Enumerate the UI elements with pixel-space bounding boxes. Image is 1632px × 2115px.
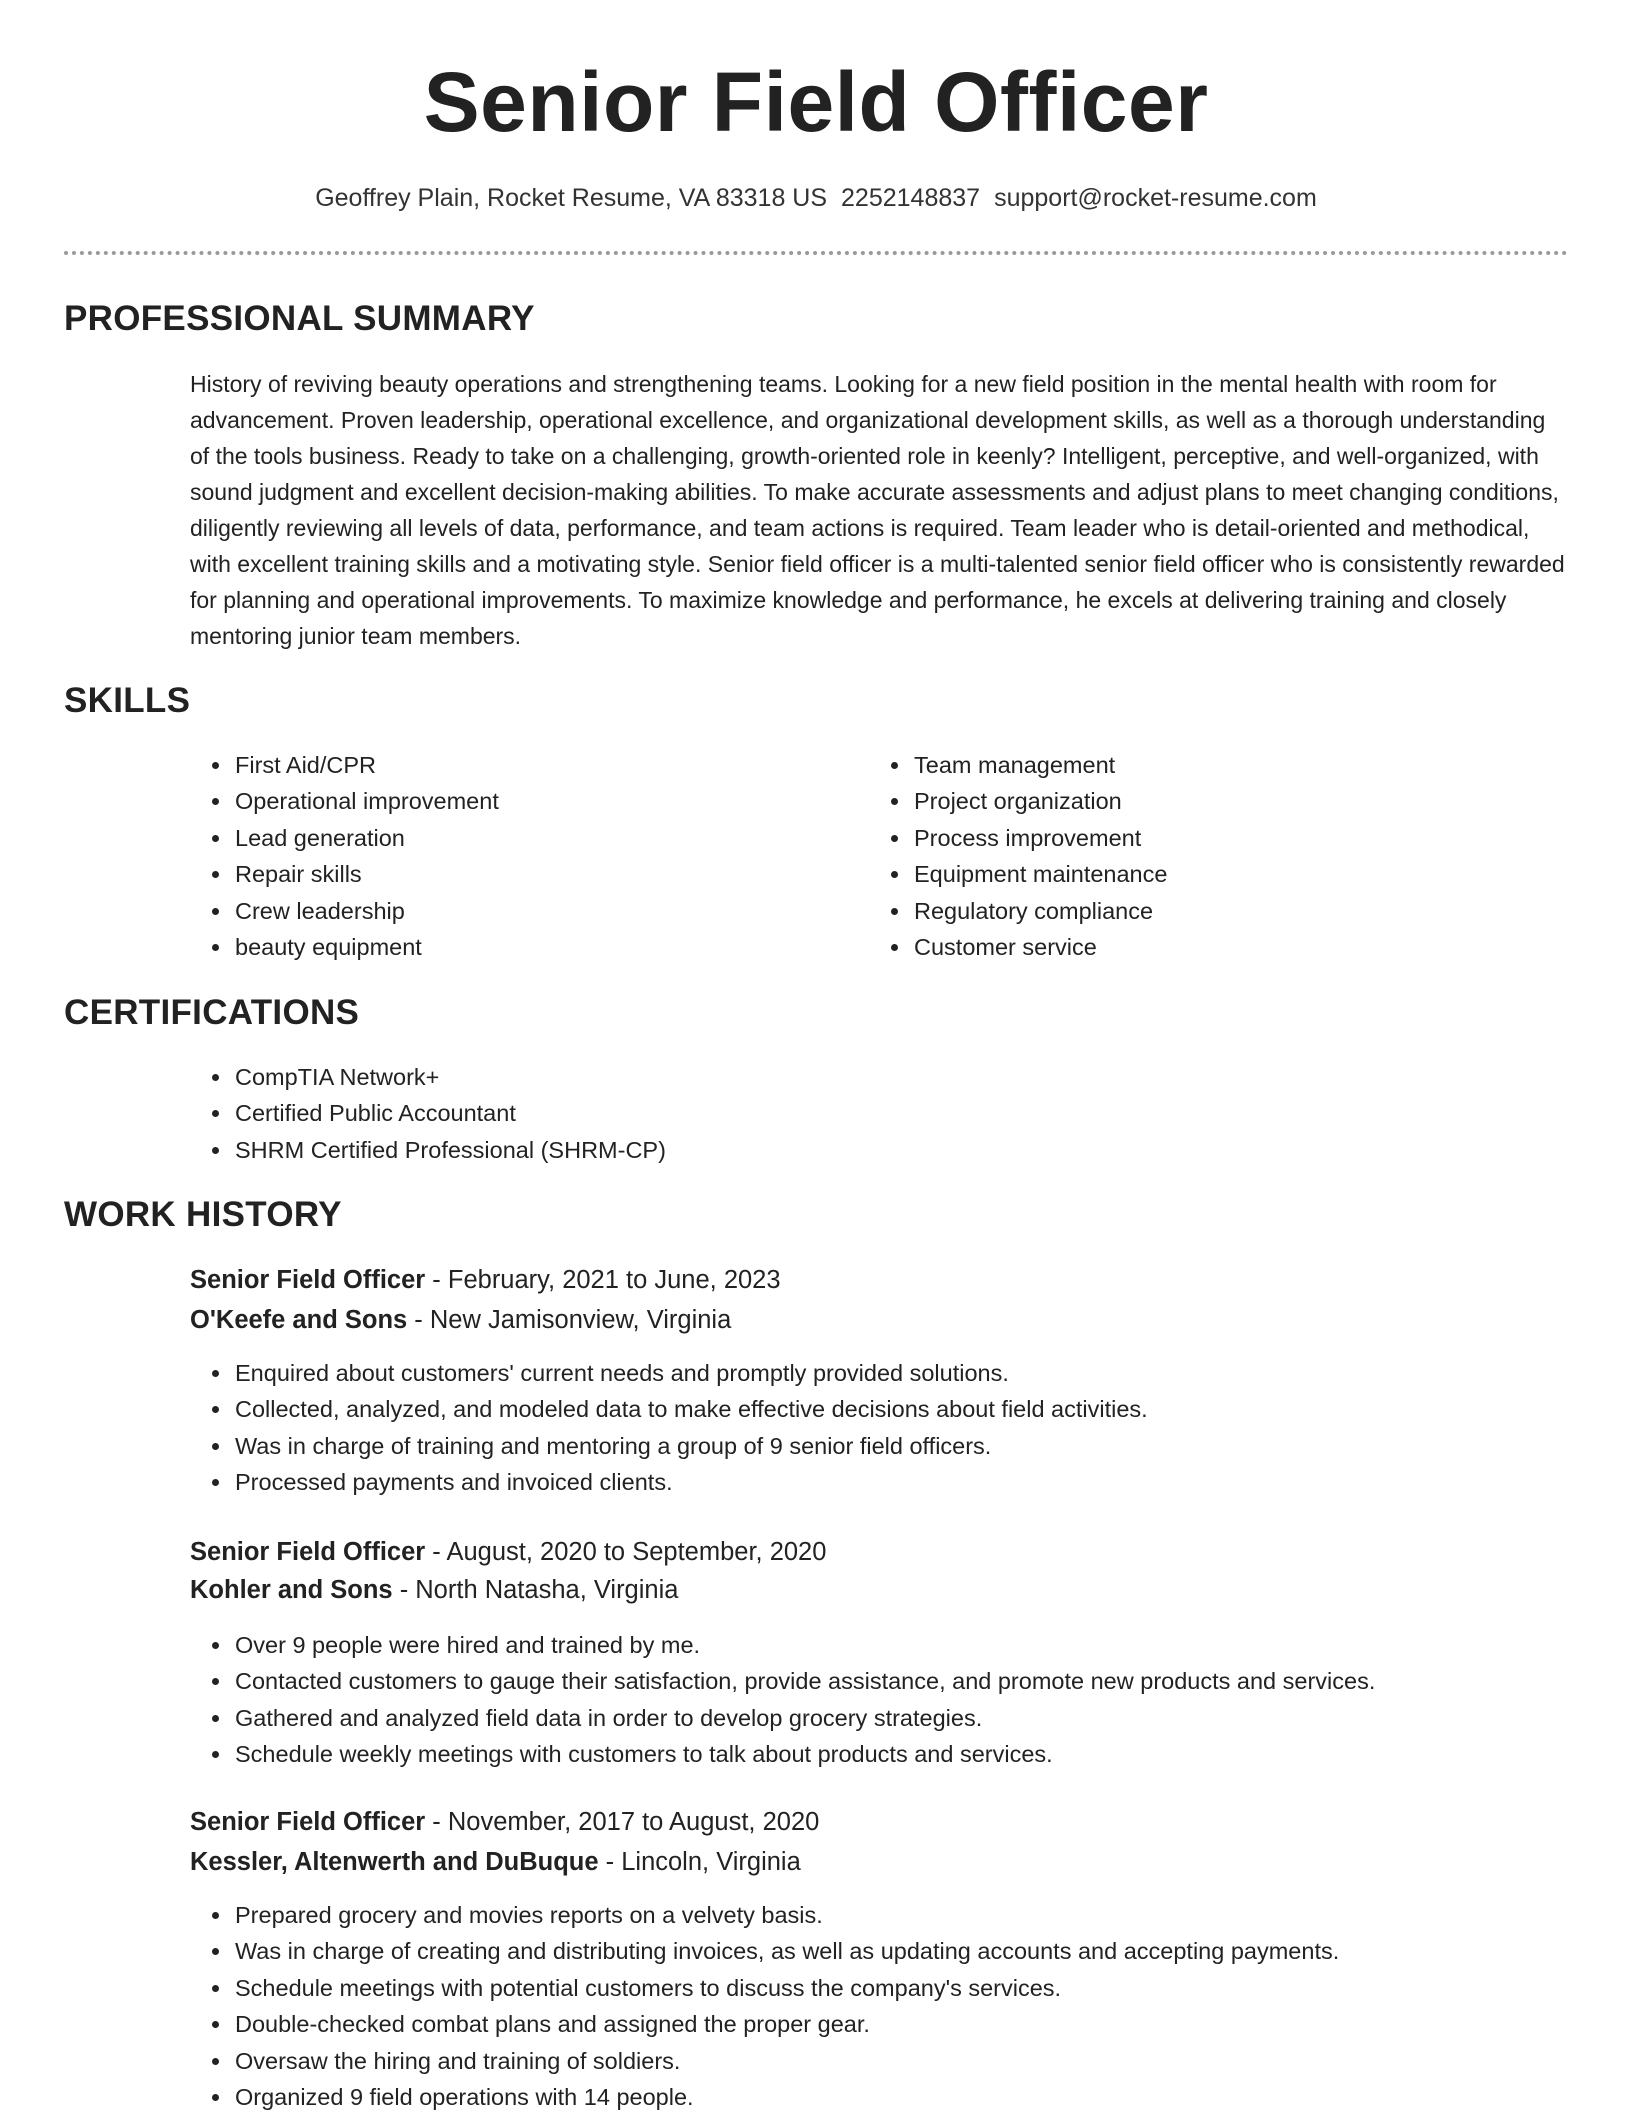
job-bullet: • Double-checked combat plans and assigned the proper gear. xyxy=(233,2006,1339,2042)
job-company-line xyxy=(190,1844,801,1880)
job-role: Senior Field Officer xyxy=(190,1538,426,1566)
skill-item: • Team management xyxy=(912,747,1167,783)
job-location: - Lincoln, Virginia xyxy=(598,1848,801,1876)
job-bullet: • Processed payments and invoiced clients. xyxy=(233,1464,1148,1500)
skills-list-right xyxy=(869,747,1167,965)
certification-item: • CompTIA Network+ xyxy=(233,1059,666,1095)
skills-heading: SKILLS xyxy=(64,681,191,720)
job-company: O'Keefe and Sons xyxy=(190,1306,408,1334)
job-bullets xyxy=(190,1355,1148,1501)
job-bullet: • Was in charge of training and mentoring a group of 9 senior field officers. xyxy=(233,1428,1148,1464)
job-bullet: • Oversaw the hiring and training of soldiers. xyxy=(233,2043,1339,2079)
job-location: - North Natasha, Virginia xyxy=(392,1576,679,1604)
job-bullet: • Organized 9 field operations with 14 people. xyxy=(233,2079,1339,2115)
job-title-line xyxy=(190,1534,826,1570)
skill-item: • Crew leadership xyxy=(233,893,499,929)
job-bullet: • Over 9 people were hired and trained by me. xyxy=(233,1627,1375,1663)
contact-phone: 2252148837 xyxy=(841,184,981,212)
job-company-line xyxy=(190,1302,731,1338)
work-history-heading: WORK HISTORY xyxy=(64,1195,342,1234)
job-company: Kohler and Sons xyxy=(190,1576,393,1604)
job-role: Senior Field Officer xyxy=(190,1266,426,1294)
job-dates: - November, 2017 to August, 2020 xyxy=(425,1808,820,1836)
job-bullet: • Contacted customers to gauge their satisfaction, provide assistance, and promote new products and services. xyxy=(233,1663,1375,1699)
certification-item: • Certified Public Accountant xyxy=(233,1095,666,1131)
job-dates: - August, 2020 to September, 2020 xyxy=(425,1538,827,1566)
skill-item: • Operational improvement xyxy=(233,783,499,819)
skill-item: • Lead generation xyxy=(233,820,499,856)
skill-item: • First Aid/CPR xyxy=(233,747,499,783)
resume-name: Senior Field Officer xyxy=(423,55,1209,149)
certification-item: • SHRM Certified Professional (SHRM-CP) xyxy=(233,1132,666,1168)
skill-item: • Process improvement xyxy=(912,820,1167,856)
job-title-line xyxy=(190,1262,781,1298)
job-bullet: • Enquired about customers' current needs and promptly provided solutions. xyxy=(233,1355,1148,1391)
skill-item: • beauty equipment xyxy=(233,929,499,965)
summary-heading: PROFESSIONAL SUMMARY xyxy=(64,299,535,338)
job-company: Kessler, Altenwerth and DuBuque xyxy=(190,1848,599,1876)
job-bullets xyxy=(190,1627,1375,1773)
job-dates: - February, 2021 to June, 2023 xyxy=(425,1266,781,1294)
job-location: - New Jamisonview, Virginia xyxy=(407,1306,732,1334)
job-bullet: • Was in charge of creating and distributing invoices, as well as updating accounts and accepting payments. xyxy=(233,1933,1339,1969)
job-bullet: • Collected, analyzed, and modeled data to make effective decisions about field activities. xyxy=(233,1391,1148,1427)
skill-item: • Project organization xyxy=(912,783,1167,819)
job-bullets xyxy=(190,1897,1339,2115)
job-bullet: • Prepared grocery and movies reports on a velvety basis. xyxy=(233,1897,1339,1933)
certifications-heading: CERTIFICATIONS xyxy=(64,993,360,1032)
job-bullet: • Schedule meetings with potential customers to discuss the company's services. xyxy=(233,1970,1339,2006)
contact-address: Geoffrey Plain, Rocket Resume, VA 83318 US xyxy=(315,184,828,212)
job-bullet: • Gathered and analyzed field data in order to develop grocery strategies. xyxy=(233,1700,1375,1736)
job-bullet: • Schedule weekly meetings with customers to talk about products and services. xyxy=(233,1736,1375,1772)
certifications-list xyxy=(190,1059,666,1168)
skill-item: • Customer service xyxy=(912,929,1167,965)
contact-line xyxy=(0,180,1632,216)
skill-item: • Regulatory compliance xyxy=(912,893,1167,929)
skill-item: • Repair skills xyxy=(233,856,499,892)
job-role: Senior Field Officer xyxy=(190,1808,426,1836)
header-divider xyxy=(64,251,1568,255)
skills-list-left xyxy=(190,747,499,965)
summary-text: History of reviving beauty operations and strengthening teams. Looking for a new field position in the mental health with room for advancement. Proven leadership, operational excellence, and organizational development skills, as well as a thorough understanding of the tools business. Ready to take on a challenging, growth-oriented role in keenly? Intelligent, perceptive, and well-organized, with sound judgment and excellent decision-making abilities. To make accurate assessments and adjust plans to meet changing conditions, diligently reviewing all levels of data, performance, and team actions is required. Team leader who is detail-oriented and methodical, with excellent training skills and a motivating style. Senior field officer is a multi-talented senior field officer who is consistently rewarded for planning and operational improvements. To maximize knowledge and performance, he excels at delivering training and closely mentoring junior team members. xyxy=(190,371,1565,649)
job-company-line xyxy=(190,1572,678,1608)
contact-email: support@rocket-resume.com xyxy=(994,184,1317,212)
job-title-line xyxy=(190,1804,819,1840)
skill-item: • Equipment maintenance xyxy=(912,856,1167,892)
